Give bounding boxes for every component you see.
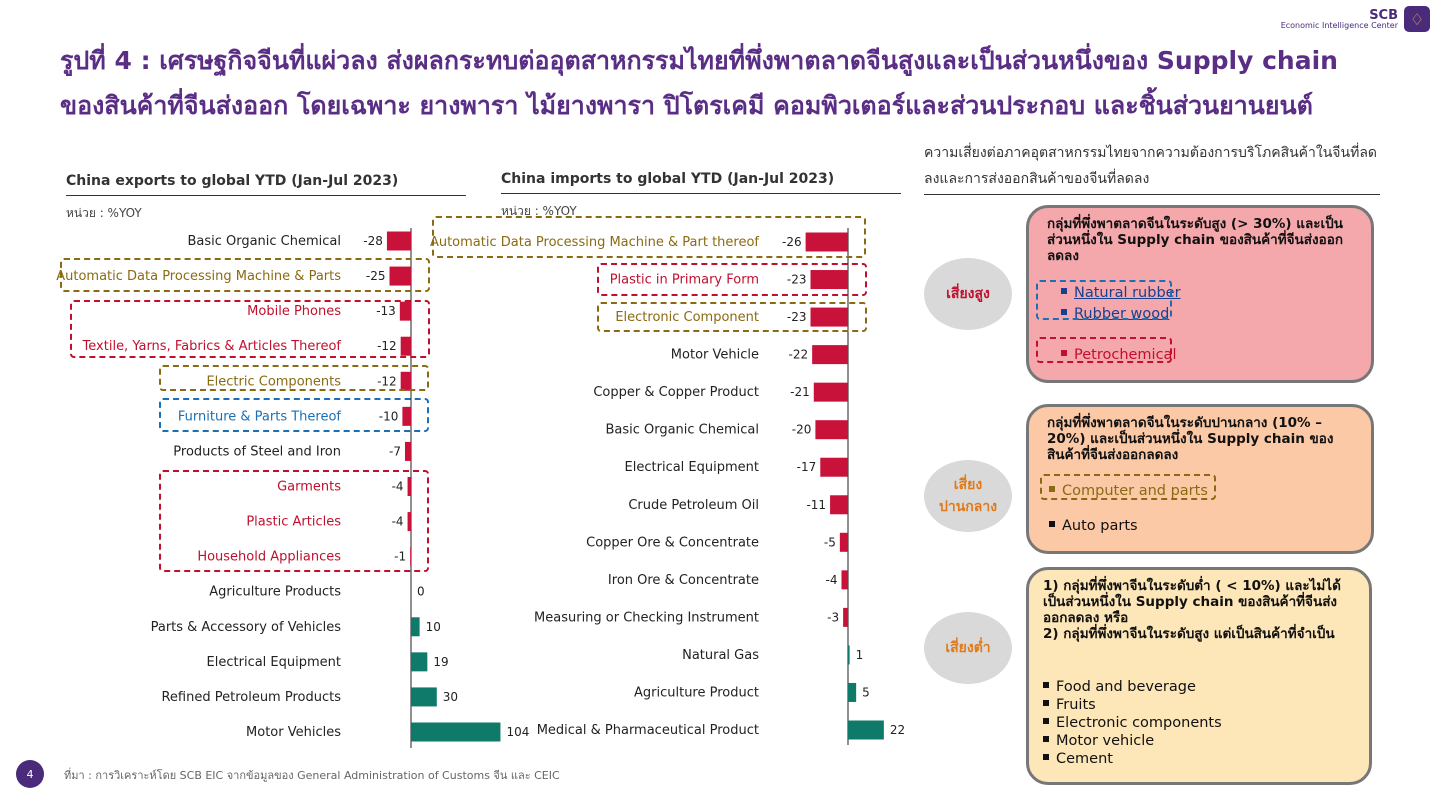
mid-risk-label <box>924 460 1012 532</box>
data-label: 0 <box>417 584 425 599</box>
category-label: Agriculture Products <box>209 584 341 600</box>
category-label: Automatic Data Processing Machine & Part thereof <box>429 235 759 250</box>
bar <box>405 442 411 461</box>
category-label: Iron Ore & Concentrate <box>607 572 759 588</box>
bar <box>843 608 848 627</box>
category-label: Electric Components <box>206 374 341 390</box>
category-label: Parts & Accessory of Vehicles <box>150 619 341 635</box>
highlight-mobile-textile <box>70 300 430 358</box>
exports-chart-title: China exports to global YTD (Jan-Jul 2023) <box>66 173 466 196</box>
highlight-adp-exports <box>60 258 430 292</box>
bar <box>820 458 848 477</box>
bar <box>815 420 848 439</box>
data-label: -23 <box>786 272 807 287</box>
category-label: Textile, Yarns, Fabrics & Articles Thereof <box>82 339 341 355</box>
exports-unit-label: หน่วย : %YOY <box>66 206 142 220</box>
category-label: Mobile Phones <box>247 304 341 320</box>
data-label: -25 <box>365 269 386 284</box>
data-label: -4 <box>391 479 404 494</box>
list-item: Electronic components <box>1043 714 1222 732</box>
data-label: -12 <box>377 374 397 389</box>
data-label: 5 <box>862 685 870 700</box>
category-label: Motor Vehicles <box>246 725 341 740</box>
list-item: Computer and parts <box>1049 482 1208 500</box>
data-label: 1 <box>855 647 864 662</box>
page-title: รูปที่ 4 : เศรษฐกิจจีนที่แผ่วลง ส่งผลกระทบต่ออุตสาหกรรมไทยที่พึ่งพาตลาดจีนสูงและเป็นส่วนหนึ่งของ Supply chain ของสินค้าที่จีนส่งออก โดยเฉพาะ ยางพารา ไม้ยางพารา ปิโตรเคมี คอมพิวเตอร์และส่วนประกอบ และชิ้นส่วนยานยนต์ <box>60 46 1338 120</box>
scb-logo <box>1281 6 1430 32</box>
data-label: -17 <box>796 460 817 475</box>
category-label: Garments <box>277 479 341 495</box>
low-risk-box <box>1026 567 1372 785</box>
bullet-icon <box>1043 700 1049 706</box>
category-label: Furniture & Parts Thereof <box>177 409 341 425</box>
bullet-icon <box>1043 736 1049 742</box>
data-label: -26 <box>782 235 802 249</box>
bar <box>848 683 856 702</box>
mid-risk-label-line2: ปานกลาง <box>938 499 998 515</box>
list-item: Cement <box>1043 750 1222 768</box>
high-risk-label: เสี่ยงสูง <box>924 258 1012 330</box>
category-label: Household Appliances <box>197 549 341 565</box>
data-label: 10 <box>425 619 441 634</box>
list-item: Natural rubber <box>1061 284 1181 302</box>
category-label: Natural Gas <box>682 647 759 663</box>
category-label: Products of Steel and Iron <box>173 444 341 460</box>
category-label: Electrical Equipment <box>624 460 759 476</box>
data-label: -5 <box>823 535 836 550</box>
mid-risk-label-line1: เสี่ยง <box>953 477 983 493</box>
bar <box>830 495 848 514</box>
category-label: Crude Petroleum Oil <box>628 497 759 513</box>
bullet-icon <box>1043 754 1049 760</box>
data-label: -23 <box>786 310 807 325</box>
bar <box>848 721 884 740</box>
data-label: -21 <box>790 385 810 400</box>
data-label: -22 <box>788 347 809 362</box>
low-risk-label: เสี่ยงต่ำ <box>924 612 1012 684</box>
highlight-adp-imports <box>429 216 866 258</box>
data-label: 104 <box>506 725 530 739</box>
highlight-furniture <box>159 398 429 432</box>
data-label: -1 <box>394 549 407 564</box>
data-label: -3 <box>827 610 840 625</box>
list-item: Rubber wood <box>1061 305 1169 323</box>
page-number: 4 <box>16 760 44 788</box>
list-item: Motor vehicle <box>1043 732 1222 750</box>
low-risk-description-1: 1) กลุ่มที่พึ่งพาจีนในระดับต่ำ ( < 10%) และไม่ได้เป็นส่วนหนึ่งใน Supply chain ของสินค้าที่จีนส่งออกลดลง หรือ <box>1043 578 1341 626</box>
bar <box>812 345 848 364</box>
category-label: Measuring or Checking Instrument <box>534 610 759 626</box>
data-label: 30 <box>442 689 459 704</box>
category-label: Medical & Pharmaceutical Product <box>536 723 759 738</box>
bar <box>814 383 848 402</box>
mid-risk-description: กลุ่มที่พึ่งพาตลาดจีนในระดับปานกลาง (10% – 20%) และเป็นส่วนหนึ่งใน Supply chain ของสินค้าที่จีนส่งออกลดลง <box>1047 415 1334 463</box>
data-label: 22 <box>889 723 906 737</box>
data-label: -11 <box>806 497 827 512</box>
source-note: ที่มา : การวิเคราะห์โดย SCB EIC จากข้อมูลของ General Administration of Customs จีน และ CEIC <box>64 769 560 782</box>
imports-bar-chart <box>420 0 920 802</box>
data-label: -13 <box>376 304 396 319</box>
bar <box>387 232 411 251</box>
category-label: Copper & Copper Product <box>593 385 759 401</box>
category-label: Plastic Articles <box>246 514 341 530</box>
imports-unit-label: หน่วย : %YOY <box>501 204 577 218</box>
data-label: -12 <box>377 339 397 354</box>
category-label: Copper Ore & Concentrate <box>586 535 759 551</box>
highlight-electronic-component <box>597 302 867 332</box>
category-label: Plastic in Primary Form <box>609 272 759 288</box>
highlight-plastic-primary <box>597 263 867 296</box>
bullet-icon <box>1043 718 1049 724</box>
bar <box>841 570 848 589</box>
category-label: Basic Organic Chemical <box>187 234 341 249</box>
bar <box>411 617 420 636</box>
highlight-rubber <box>1036 280 1172 320</box>
list-item: Auto parts <box>1049 517 1138 535</box>
low-risk-description-2: 2) กลุ่มที่พึ่งพาจีนในระดับสูง แต่เป็นสินค้าที่จำเป็น <box>1043 626 1335 642</box>
data-label: -10 <box>378 409 399 424</box>
highlight-electric-components <box>159 365 429 391</box>
bar <box>840 533 848 552</box>
highlight-petrochemical <box>1036 337 1172 363</box>
category-label: Agriculture Product <box>634 685 759 701</box>
highlight-computer-parts <box>1040 474 1216 500</box>
data-label: 19 <box>433 654 449 669</box>
category-label: Electronic Component <box>615 310 759 326</box>
list-item: Petrochemical <box>1061 346 1176 364</box>
category-label: Electrical Equipment <box>206 654 341 670</box>
logo-name: SCB <box>1369 7 1398 23</box>
high-risk-description: กลุ่มที่พึ่งพาตลาดจีนในระดับสูง (> 30%) และเป็นส่วนหนึ่งใน Supply chain ของสินค้าที่จีนส่งออกลดลง <box>1047 216 1344 264</box>
data-label: -20 <box>791 422 812 437</box>
list-item: Fruits <box>1043 696 1222 714</box>
list-item: Food and beverage <box>1043 678 1222 696</box>
data-label: -7 <box>389 444 401 459</box>
bar <box>848 645 850 664</box>
bullet-icon <box>1049 521 1055 527</box>
scb-emblem-icon: ♢ <box>1404 6 1430 32</box>
data-label: -28 <box>363 234 383 248</box>
imports-chart-title: China imports to global YTD (Jan-Jul 2023) <box>501 171 901 194</box>
highlight-garments-household <box>159 470 429 572</box>
risk-heading: ความเสี่ยงต่อภาคอุตสาหกรรมไทยจากความต้องการบริโภคสินค้าในจีนที่ลดลงและการส่งออกสินค้าของจีนที่ลดลง <box>924 140 1380 195</box>
data-label: -4 <box>391 514 404 529</box>
logo-subtitle: Economic Intelligence Center <box>1280 20 1398 30</box>
category-label: Automatic Data Processing Machine & Parts <box>56 269 341 285</box>
bullet-icon <box>1043 682 1049 688</box>
category-label: Refined Petroleum Products <box>161 689 341 705</box>
category-label: Motor Vehicle <box>670 347 759 363</box>
category-label: Basic Organic Chemical <box>605 422 759 438</box>
data-label: -4 <box>825 572 838 587</box>
